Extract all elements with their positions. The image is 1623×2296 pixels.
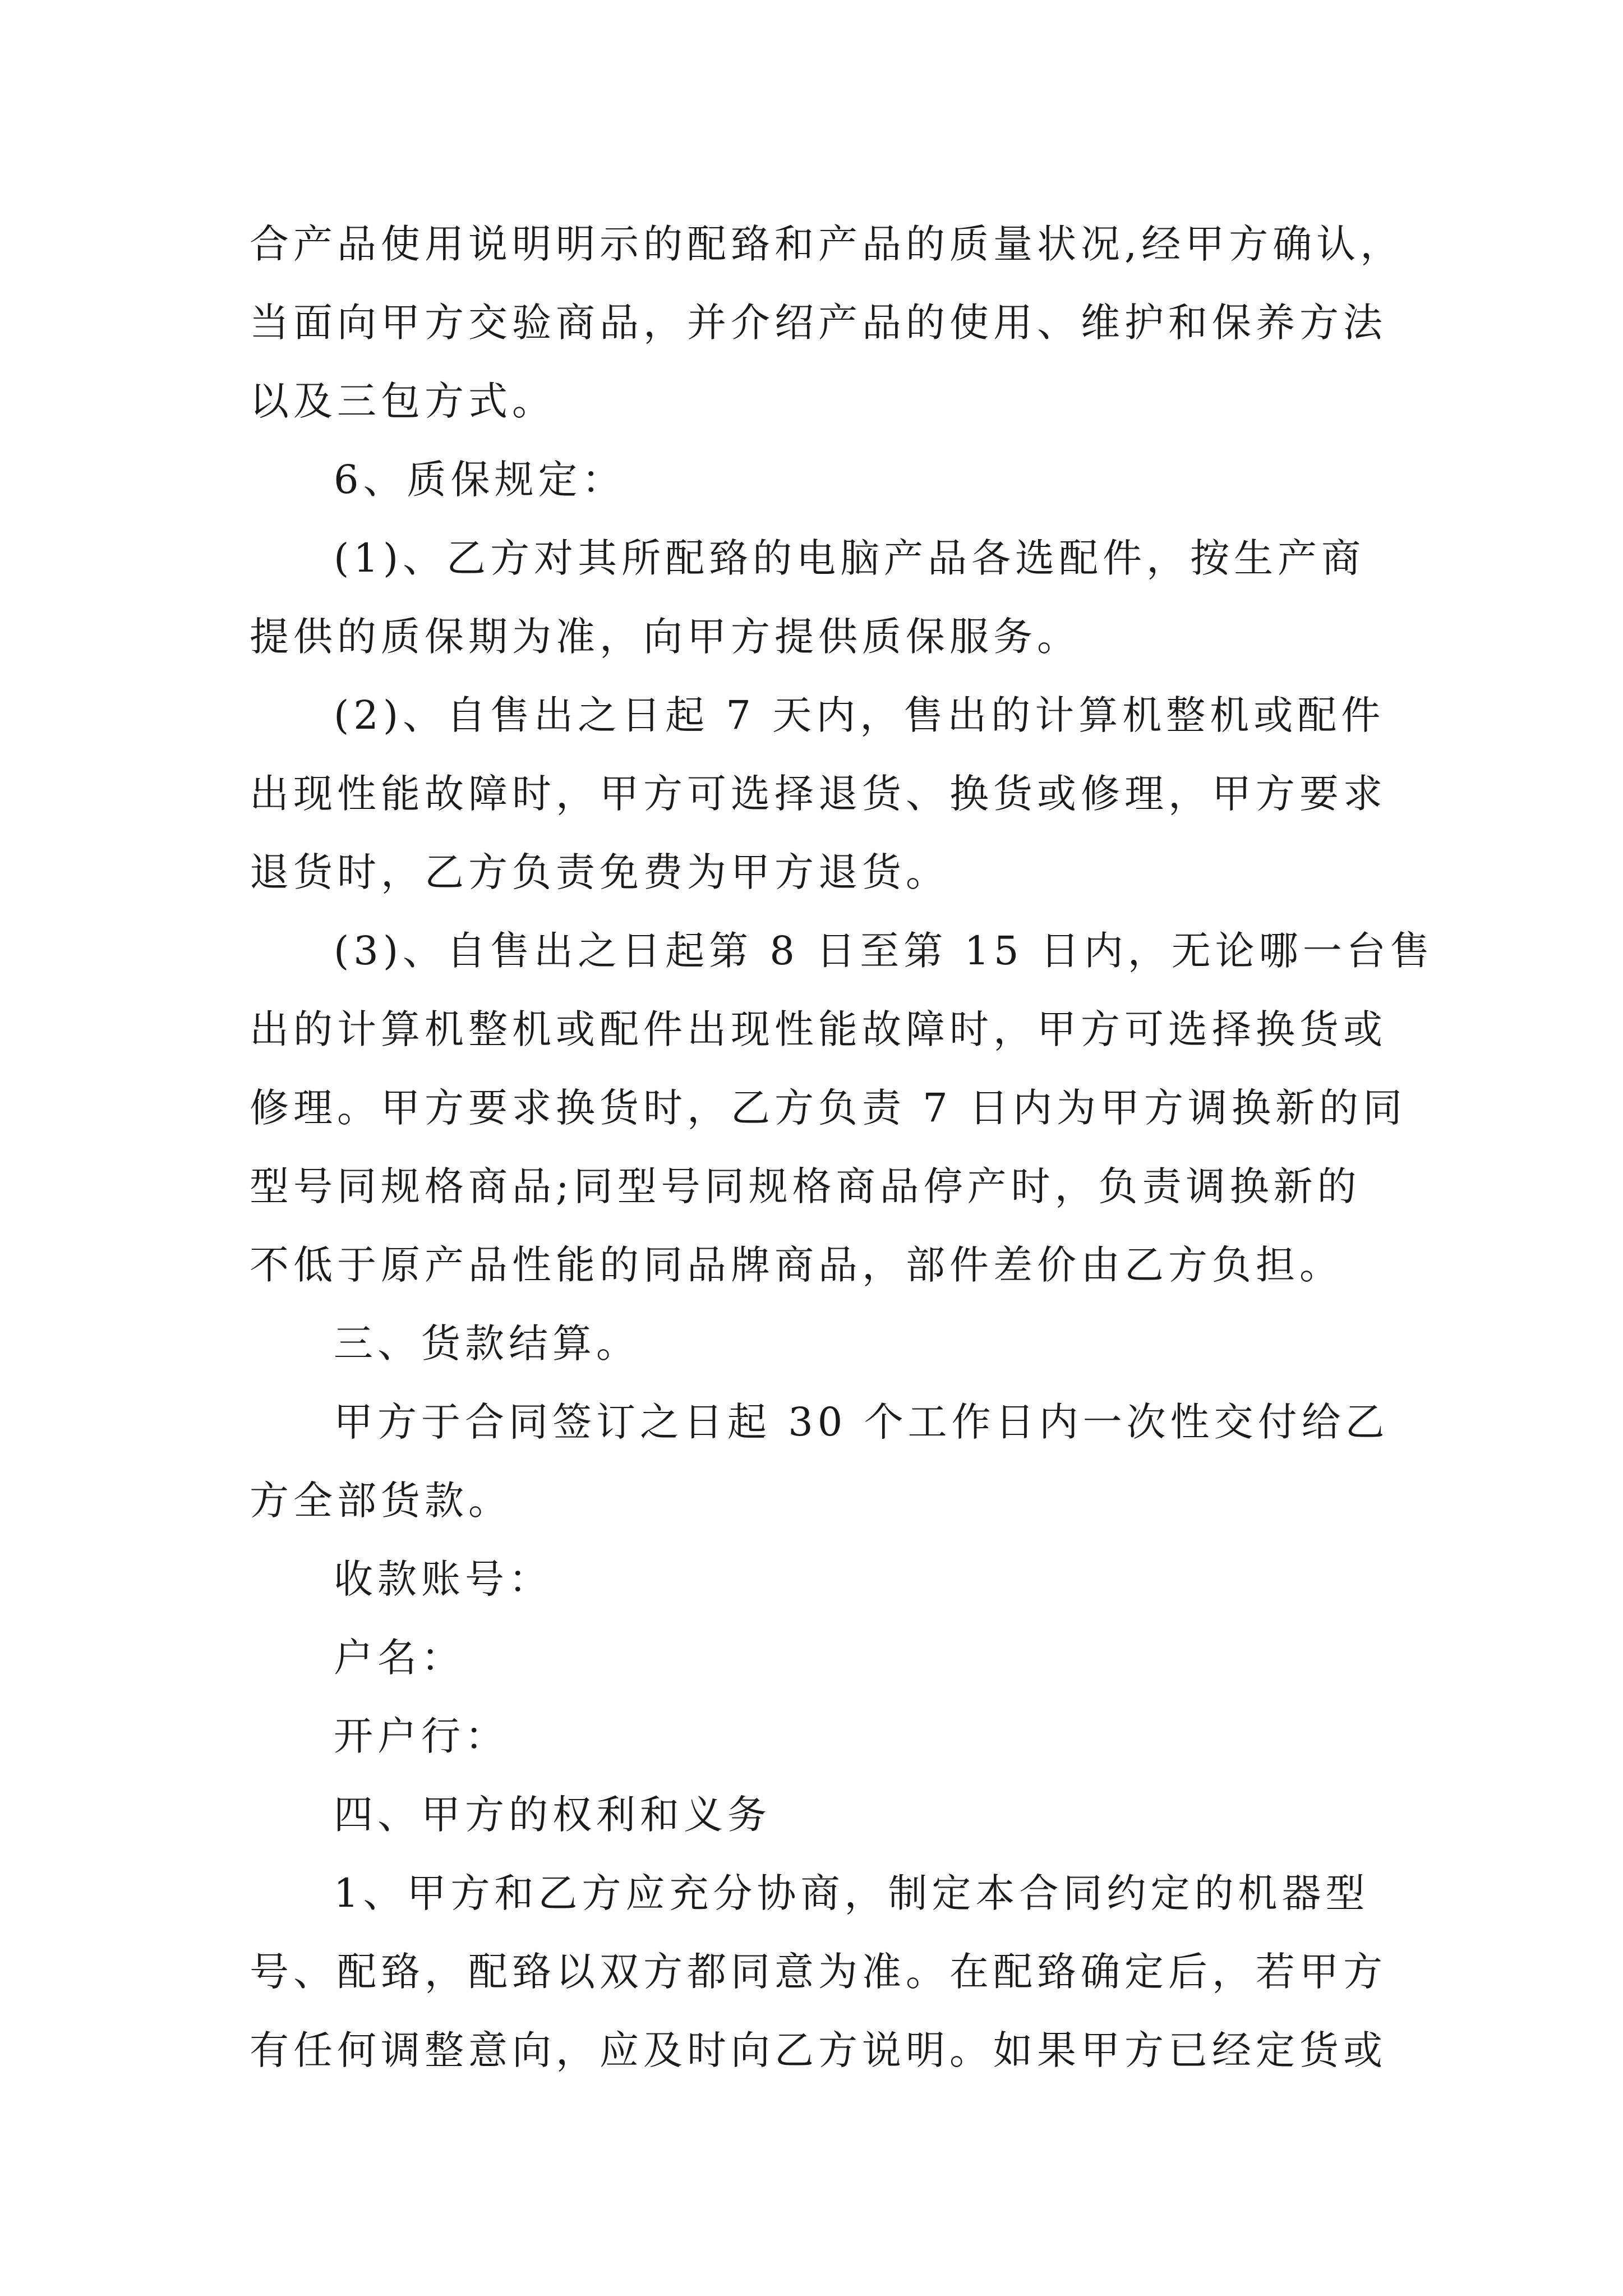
text-line: 提供的质保期为准，向甲方提供质保服务。 — [250, 614, 1081, 660]
text-line: 当面向甲方交验商品，并介绍产品的使用、维护和保养方法 — [250, 300, 1387, 346]
text-line: 甲方于合同签订之日起 30 个工作日内一次性交付给乙 — [334, 1399, 1389, 1445]
section-heading: 四、甲方的权利和义务 — [334, 1792, 771, 1838]
text-line: 型号同规格商品;同型号同规格商品停产时，负责调换新的 — [250, 1163, 1361, 1209]
text-line: 出的计算机整机或配件出现性能故障时，甲方可选择换货或 — [250, 1006, 1387, 1052]
section-heading: 6、质保规定： — [334, 457, 626, 503]
field-label: 户名： — [334, 1635, 465, 1681]
field-label: 开户行： — [334, 1713, 509, 1759]
text-line: (2)、自售出之日起 7 天内，售出的计算机整机或配件 — [334, 692, 1385, 738]
text-line: 有任何调整意向，应及时向乙方说明。如果甲方已经定货或 — [250, 2027, 1387, 2073]
text-line: (1)、乙方对其所配臵的电脑产品各选配件，按生产商 — [334, 535, 1366, 581]
text-line: 不低于原产品性能的同品牌商品，部件差价由乙方负担。 — [250, 1242, 1343, 1288]
text-line: 以及三包方式。 — [250, 378, 556, 424]
text-line: 退货时，乙方负责免费为甲方退货。 — [250, 849, 949, 895]
field-label: 收款账号： — [334, 1556, 552, 1602]
text-line: 1、甲方和乙方应充分协商，制定本合同约定的机器型 — [334, 1870, 1370, 1916]
text-line: (3)、自售出之日起第 8 日至第 15 日内，无论哪一台售 — [334, 928, 1434, 974]
text-line: 修理。甲方要求换货时，乙方负责 7 日内为甲方调换新的同 — [250, 1085, 1407, 1131]
text-line: 号、配臵，配臵以双方都同意为准。在配臵确定后，若甲方 — [250, 1949, 1387, 1995]
text-line: 出现性能故障时，甲方可选择退货、换货或修理，甲方要求 — [250, 771, 1387, 817]
text-line: 方全部货款。 — [250, 1478, 512, 1524]
text-line: 合产品使用说明明示的配臵和产品的质量状况,经甲方确认， — [250, 221, 1404, 267]
section-heading: 三、货款结算。 — [334, 1320, 640, 1366]
